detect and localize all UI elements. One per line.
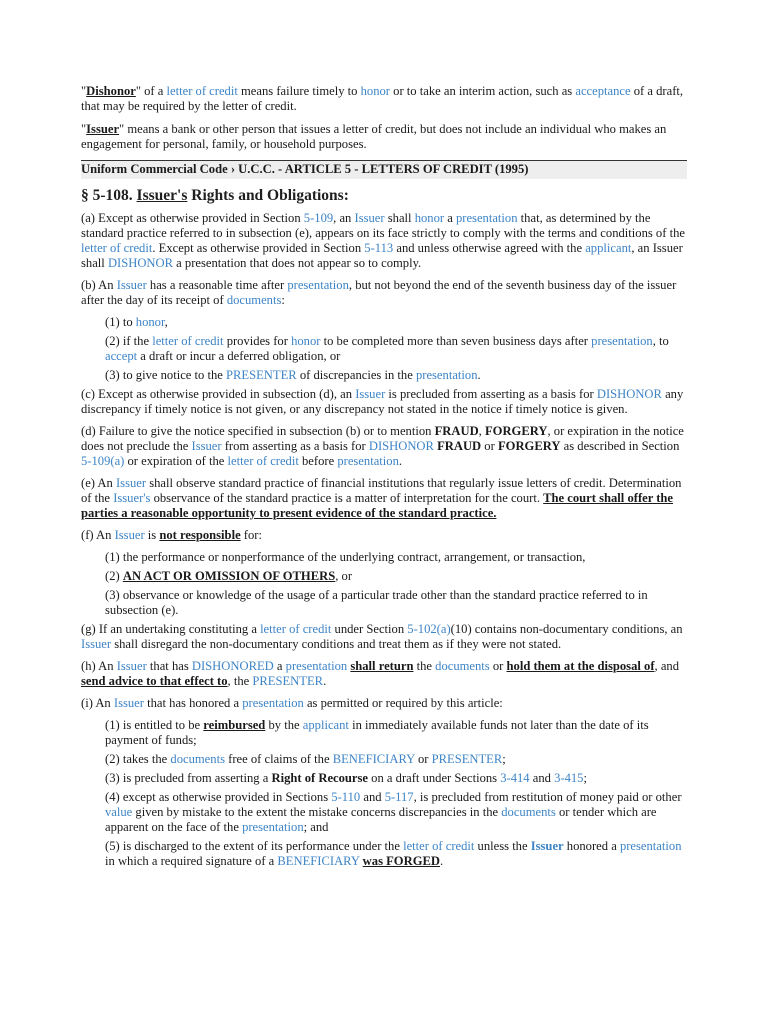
text: on a draft under Sections <box>368 771 501 785</box>
text: (1) to <box>105 315 136 329</box>
text: that, as determined by the standard practice referred to in subsection (e), appears on its face strictly to comply with the terms and conditions of the <box>81 211 685 240</box>
term-dishonor: Dishonor <box>86 84 136 98</box>
text: honored a <box>563 839 620 853</box>
link-3-415[interactable]: 3-415 <box>554 771 584 785</box>
emphasis-hold-them: hold them at the disposal of <box>506 659 655 673</box>
link-documents[interactable]: documents <box>435 659 490 673</box>
list-item-b2 <box>105 334 687 364</box>
link-honor[interactable]: honor <box>360 84 390 98</box>
link-presentation[interactable]: presentation <box>337 454 399 468</box>
heading-number: § 5-108. <box>81 187 137 204</box>
text: has a reasonable time after <box>146 278 288 292</box>
text: and <box>529 771 555 785</box>
text: (h) An <box>81 659 117 673</box>
link-presentation[interactable]: presentation <box>415 368 478 382</box>
emphasis-was-forged: was FORGED <box>362 854 440 868</box>
text: shall <box>384 211 415 225</box>
link-3-414[interactable]: 3-414 <box>500 771 530 785</box>
breadcrumb-article-5[interactable]: U.C.C. - ARTICLE 5 - LETTERS OF CREDIT (1995) <box>238 162 529 176</box>
emphasis-act-omission: AN ACT OR OMISSION OF OTHERS <box>122 569 336 583</box>
text: a <box>273 659 286 673</box>
text: , to <box>652 334 669 348</box>
text: and <box>360 790 385 804</box>
text: (4) except as otherwise provided in Sections <box>105 790 332 804</box>
link-letter-of-credit[interactable]: letter of credit <box>166 84 238 98</box>
text: (b) An <box>81 278 117 292</box>
text: to be completed more than seven business days after <box>320 334 592 348</box>
text: under Section <box>331 622 408 636</box>
text: (c) Except as otherwise provided in subsection (d), an <box>81 387 356 401</box>
text: (i) An <box>81 696 114 710</box>
link-presenter[interactable]: PRESENTER <box>226 368 297 382</box>
bold-fraud: FRAUD <box>437 439 482 453</box>
text: of a draft, that may be required by the letter of credit. <box>81 84 684 113</box>
link-dishonor[interactable]: DISHONOR <box>368 439 434 453</box>
text: means failure timely to <box>237 84 361 98</box>
list-item-i4 <box>105 790 687 835</box>
link-dishonored[interactable]: DISHONORED <box>191 659 274 673</box>
text: the <box>413 659 436 673</box>
text: " <box>81 84 87 98</box>
link-presentation[interactable]: presentation <box>455 211 518 225</box>
paragraph-d <box>81 424 687 469</box>
text: , and <box>654 659 679 673</box>
heading-title: Rights and Obligations: <box>187 187 349 204</box>
paragraph-e <box>81 476 687 521</box>
text: . <box>477 368 481 382</box>
link-honor[interactable]: honor <box>135 315 165 329</box>
link-letter-of-credit[interactable]: letter of credit <box>260 622 332 636</box>
text: in immediately available funds not later than the date of its payment of funds; <box>105 718 649 747</box>
link-applicant[interactable]: applicant <box>302 718 349 732</box>
paragraph-i <box>81 696 687 711</box>
emphasis-not-responsible: not responsible <box>159 528 241 542</box>
link-issuer[interactable]: Issuer <box>81 637 112 651</box>
text: . <box>440 854 444 868</box>
link-letter-of-credit[interactable]: letter of credit <box>152 334 224 348</box>
link-5-110[interactable]: 5-110 <box>331 790 361 804</box>
list-item-f3: (3) observance or knowledge of the usage of a particular trade other than the standard practice referred to in subsection (e). <box>105 588 648 617</box>
text: . <box>323 674 327 688</box>
list-item-i1 <box>105 718 687 748</box>
text: ; and <box>303 820 329 834</box>
definition-issuer <box>81 122 687 152</box>
text: or tender which are apparent on the face of the <box>105 805 657 834</box>
text: unless the <box>474 839 531 853</box>
list-item-i2 <box>105 752 687 767</box>
paragraph-f <box>81 528 687 543</box>
link-issuer[interactable]: Issuer <box>354 211 385 225</box>
text: a presentation that does not appear so to comply. <box>173 256 422 270</box>
text: in which a required signature of a <box>105 854 278 868</box>
text: , the <box>227 674 253 688</box>
text: , is precluded from restitution of money paid or other <box>413 790 682 804</box>
link-dishonor[interactable]: DISHONOR <box>596 387 662 401</box>
list-item-f2 <box>105 569 687 584</box>
paragraph-g <box>81 622 687 652</box>
text: (10) contains non-documentary conditions, an <box>450 622 683 636</box>
text: free of claims of the <box>224 752 333 766</box>
text: , or <box>335 569 353 583</box>
link-issuers[interactable]: Issuer's <box>113 491 151 505</box>
text: (f) An <box>81 528 115 542</box>
link-honor[interactable]: honor <box>414 211 445 225</box>
text: " <box>81 122 87 136</box>
link-issuer[interactable]: Issuer <box>115 476 147 490</box>
text: before <box>298 454 338 468</box>
text: , <box>478 424 485 438</box>
text: . <box>398 454 403 468</box>
link-5-102a[interactable]: 5-102(a) <box>407 622 451 636</box>
link-value[interactable]: value <box>105 805 133 819</box>
section-heading <box>81 186 687 205</box>
text: (e) An <box>81 476 116 490</box>
paragraph-c <box>81 387 687 417</box>
link-presentation[interactable]: presentation <box>591 334 653 348</box>
link-5-109[interactable]: 5-109 <box>303 211 334 225</box>
paragraph-a <box>81 211 687 271</box>
text: , an <box>333 211 355 225</box>
link-issuers[interactable]: Issuer's <box>136 187 188 204</box>
link-documents[interactable]: documents <box>501 805 556 819</box>
text: . Except as otherwise provided in Section <box>152 241 365 255</box>
text: or <box>414 752 432 766</box>
list-item-f1: (1) the performance or nonperformance of the underlying contract, arrangement, or transaction, <box>105 550 586 564</box>
link-issuer-bold[interactable]: Issuer <box>530 839 564 853</box>
text: observance of the standard practice is a matter of interpretation for the court. <box>150 491 544 505</box>
paragraph-h <box>81 659 687 689</box>
text: ; <box>502 752 506 766</box>
text: or to take an interim action, such as <box>390 84 576 98</box>
text: a draft or incur a deferred obligation, or <box>137 349 341 363</box>
text: (1) is entitled to be <box>105 718 204 732</box>
text: as described in Section <box>560 439 680 453</box>
link-dishonor[interactable]: DISHONOR <box>107 256 174 270</box>
text: or <box>481 439 498 453</box>
link-honor[interactable]: honor <box>291 334 321 348</box>
link-5-109a[interactable]: 5-109(a) <box>81 454 125 468</box>
emphasis-reimbursed: reimbursed <box>203 718 266 732</box>
paragraph-b <box>81 278 687 308</box>
emphasis-court-offer: The court shall offer the parties a reasonable opportunity to present evidence of the standard practice. <box>81 491 674 520</box>
bold-fraud: FRAUD <box>434 424 479 438</box>
text: (g) If an undertaking constituting a <box>81 622 261 636</box>
emphasis-shall-return: shall return <box>350 659 414 673</box>
text: from asserting as a basis for <box>221 439 369 453</box>
bold-forgery: FORGERY <box>497 439 561 453</box>
text: by the <box>265 718 303 732</box>
text: ; <box>583 771 587 785</box>
link-issuer[interactable]: Issuer <box>114 528 145 542</box>
text: (2) if the <box>105 334 153 348</box>
list-item-i5 <box>105 839 687 869</box>
link-issuer[interactable]: Issuer <box>116 278 147 292</box>
link-applicant[interactable]: applicant <box>585 241 632 255</box>
text: " of a <box>135 84 167 98</box>
text: as permitted or required by this article: <box>303 696 503 710</box>
link-acceptance[interactable]: acceptance <box>575 84 631 98</box>
text: (d) Failure to give the notice specified in subsection (b) or to mention <box>81 424 435 438</box>
text: that has honored a <box>143 696 243 710</box>
breadcrumb-separator: › <box>227 162 239 176</box>
text: for: <box>240 528 262 542</box>
text: (3) to give notice to the <box>105 368 227 382</box>
text: , or expiration in the notice does not preclude the <box>81 424 684 453</box>
text: given by mistake to the extent the mistake concerns discrepancies in the <box>132 805 502 819</box>
text: and unless otherwise agreed with the <box>393 241 586 255</box>
link-issuer[interactable]: Issuer <box>191 439 222 453</box>
emphasis-send-advice: send advice to that effect to <box>81 674 228 688</box>
text: (2) takes the <box>105 752 171 766</box>
bold-forgery: FORGERY <box>484 424 548 438</box>
text: or expiration of the <box>124 454 228 468</box>
link-letter-of-credit[interactable]: letter of credit <box>81 241 153 255</box>
link-issuer[interactable]: Issuer <box>355 387 386 401</box>
text: , an Issuer shall <box>81 241 683 270</box>
text: provides for <box>223 334 292 348</box>
text: any discrepancy if timely notice is not given, or any discrepancy not stated in the notice if timely notice is given. <box>81 387 684 416</box>
text: (a) Except as otherwise provided in Section <box>81 211 304 225</box>
text: shall disregard the non-documentary conditions and treat them as if they were not stated. <box>111 637 562 651</box>
link-beneficiary[interactable]: BENEFICIARY <box>277 854 360 868</box>
link-presentation[interactable]: presentation <box>619 839 682 853</box>
link-presenter[interactable]: PRESENTER <box>252 674 324 688</box>
text: that has <box>146 659 192 673</box>
text: : <box>281 293 285 307</box>
bold-right-of-recourse: Right of Recourse <box>271 771 369 785</box>
breadcrumb <box>81 160 687 179</box>
link-presentation[interactable]: presentation <box>285 659 348 673</box>
list-item-b3 <box>105 368 687 383</box>
list-item-b1 <box>105 315 687 330</box>
link-presentation[interactable]: presentation <box>287 278 349 292</box>
document <box>81 84 687 873</box>
text: shall observe standard practice of financial institutions that regularly issue letters of credit. Determination of the <box>81 476 682 505</box>
link-5-113[interactable]: 5-113 <box>364 241 394 255</box>
link-issuer[interactable]: Issuer <box>116 659 147 673</box>
link-documents[interactable]: documents <box>226 293 282 307</box>
list-item-i3 <box>105 771 687 786</box>
text: or <box>489 659 507 673</box>
text: " means a bank or other person that issues a letter of credit, but does not include an individual who makes an engagement for personal, family, or household purposes. <box>81 122 667 151</box>
link-documents[interactable]: documents <box>170 752 225 766</box>
link-beneficiary[interactable]: BENEFICIARY <box>332 752 415 766</box>
link-issuer[interactable]: Issuer <box>113 696 144 710</box>
link-letter-of-credit[interactable]: letter of credit <box>227 454 299 468</box>
definition-dishonor <box>81 84 687 114</box>
link-5-117[interactable]: 5-117 <box>384 790 414 804</box>
text: of discrepancies in the <box>296 368 416 382</box>
text: (2) <box>105 569 123 583</box>
breadcrumb-ucc[interactable]: Uniform Commercial Code <box>81 162 228 176</box>
link-presentation[interactable]: presentation <box>242 696 304 710</box>
text: , but not beyond the end of the seventh business day of the issuer after the day of its receipt of <box>81 278 677 307</box>
link-presentation[interactable]: presentation <box>242 820 304 834</box>
text: (5) is discharged to the extent of its performance under the <box>105 839 404 853</box>
text: a <box>444 211 456 225</box>
link-letter-of-credit[interactable]: letter of credit <box>403 839 475 853</box>
text: is precluded from asserting as a basis for <box>385 387 597 401</box>
link-accept[interactable]: accept <box>105 349 138 363</box>
text: , <box>164 315 168 329</box>
text: (3) is precluded from asserting a <box>105 771 272 785</box>
text: is <box>144 528 160 542</box>
link-presenter[interactable]: PRESENTER <box>431 752 503 766</box>
term-issuer: Issuer <box>86 122 120 136</box>
